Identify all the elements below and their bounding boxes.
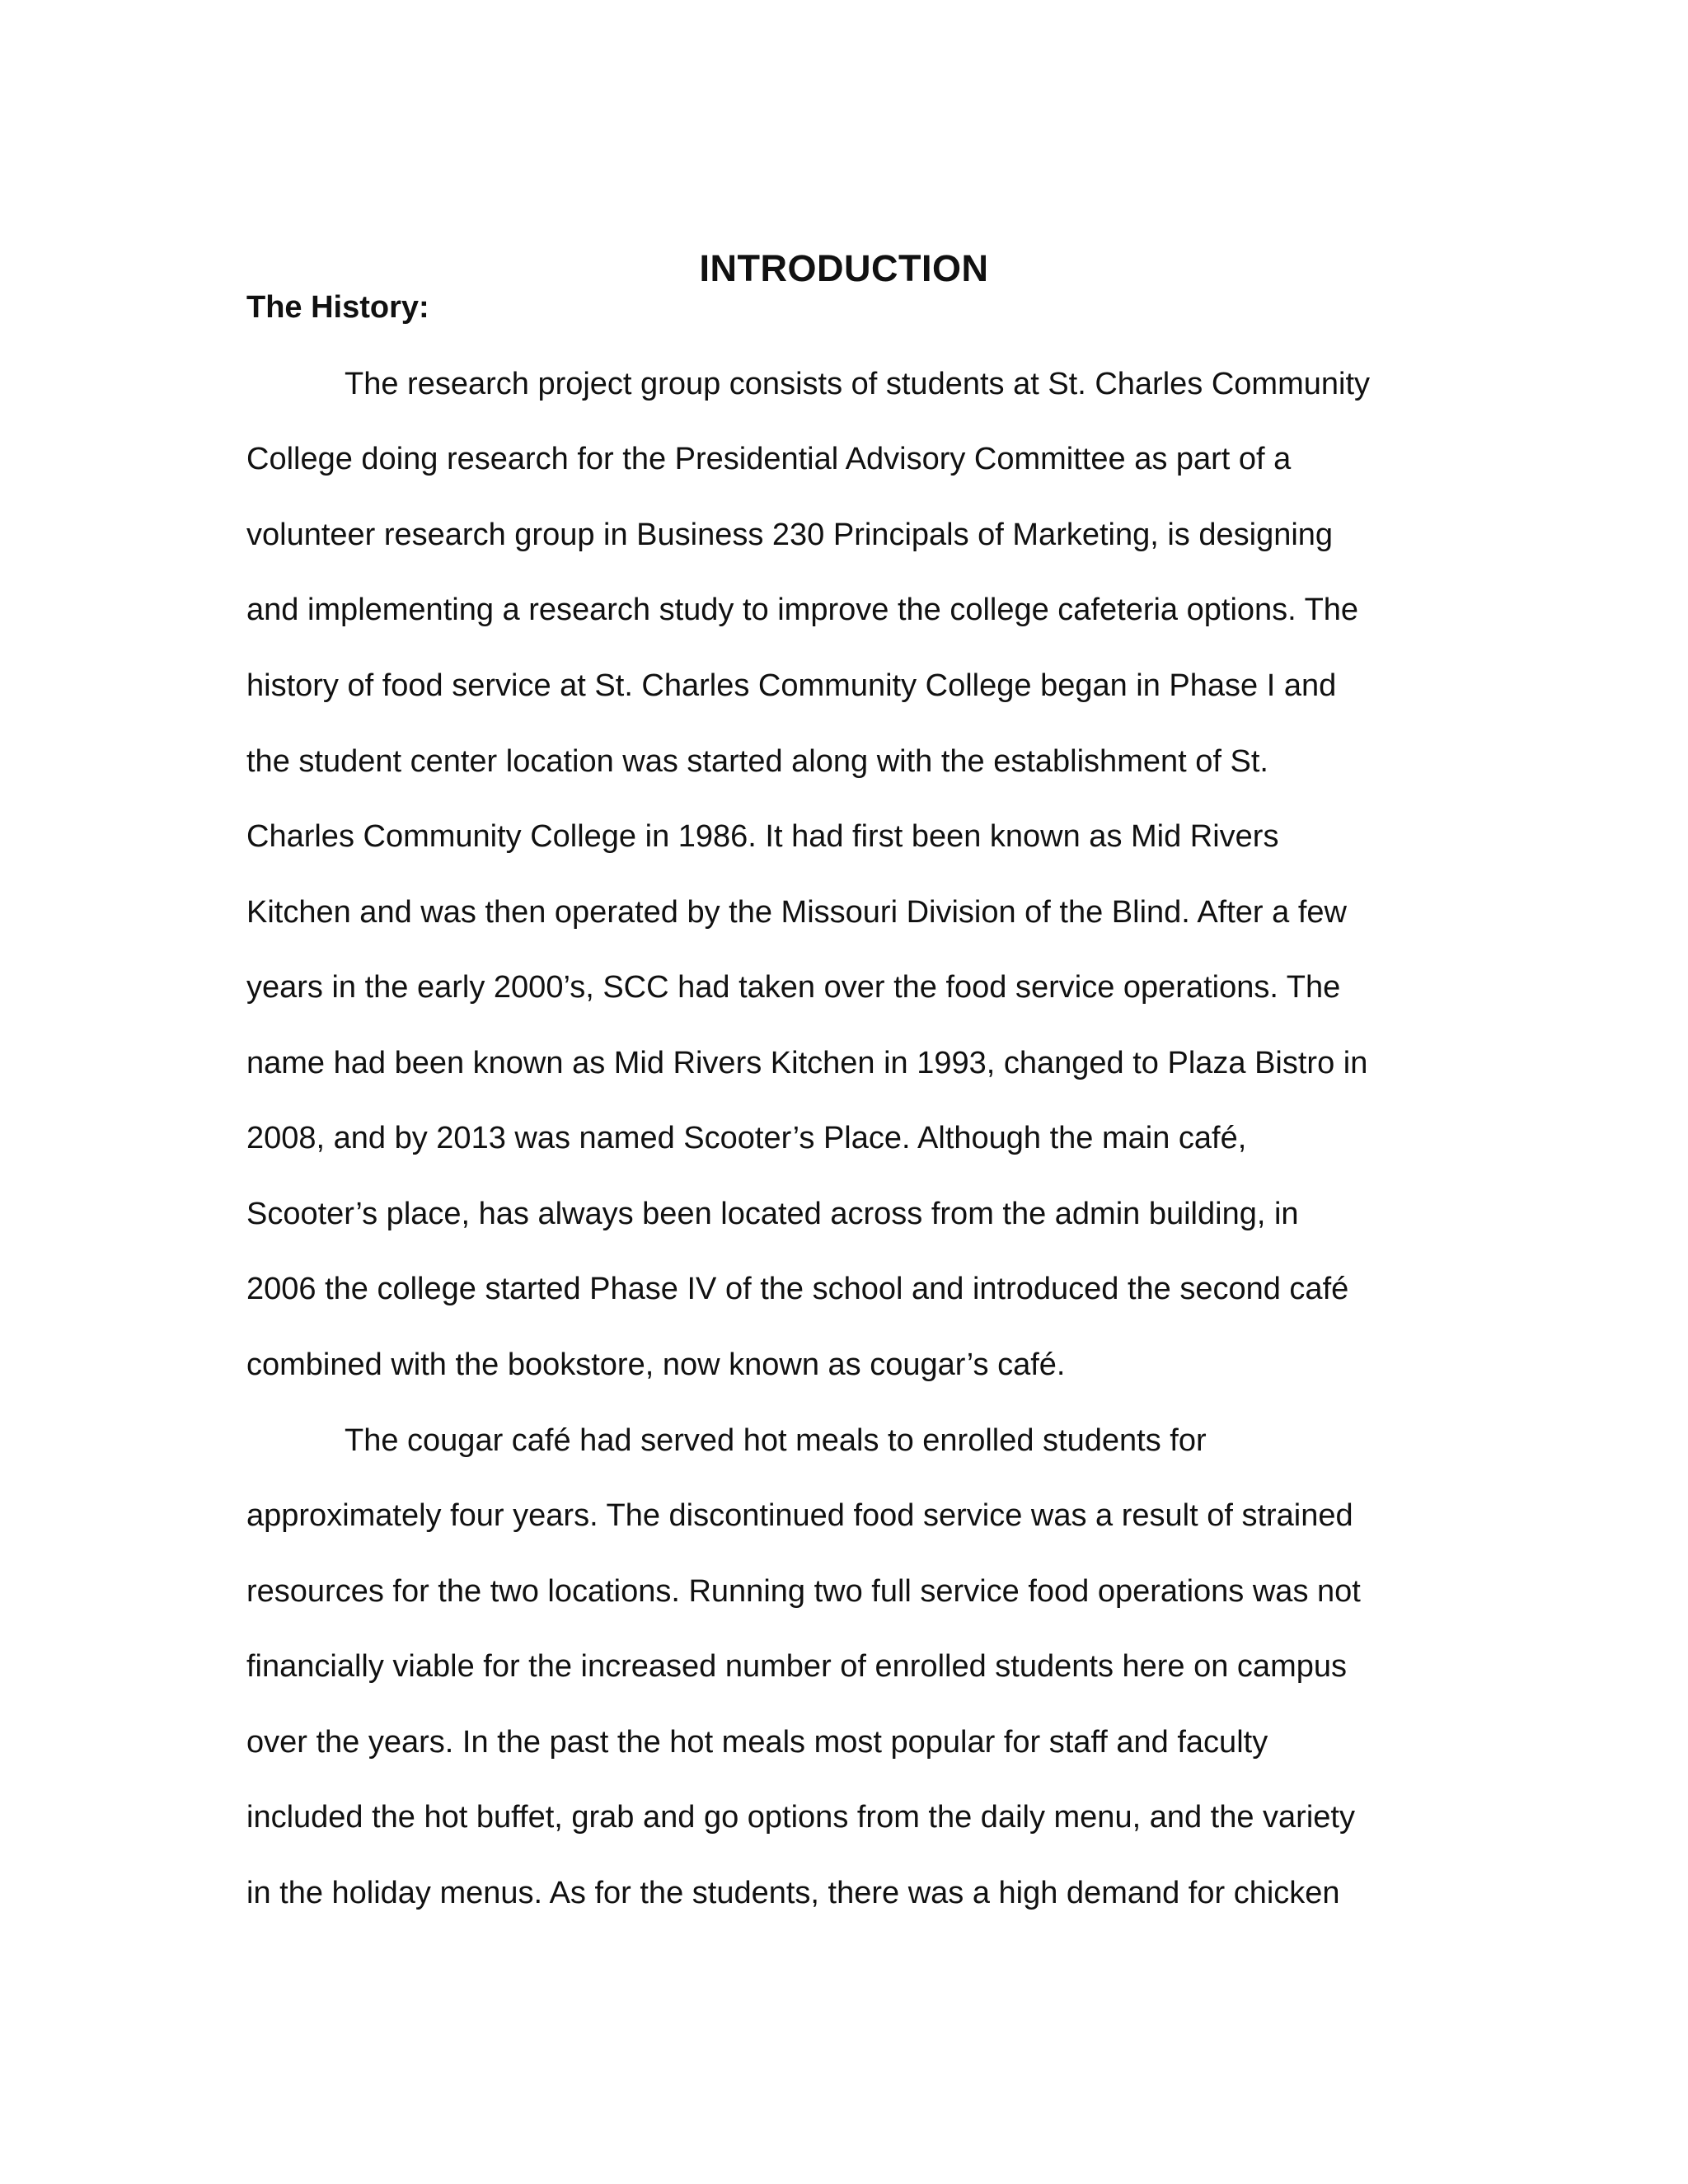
text-line: resources for the two locations. Running two full service food operations was not bbox=[246, 1574, 1361, 1609]
text-line: Charles Community College in 1986. It had first been known as Mid Rivers bbox=[246, 819, 1279, 854]
text-line: included the hot buffet, grab and go options from the daily menu, and the variety bbox=[246, 1800, 1355, 1835]
text-line: the student center location was started along with the establishment of St. bbox=[246, 744, 1268, 779]
text-line: Kitchen and was then operated by the Missouri Division of the Blind. After a few bbox=[246, 895, 1347, 930]
text-line: and implementing a research study to improve the college cafeteria options. The bbox=[246, 593, 1359, 627]
text-line: volunteer research group in Business 230 Principals of Marketing, is designing bbox=[246, 518, 1334, 552]
text-line: Scooter’s place, has always been located across from the admin building, in bbox=[246, 1197, 1299, 1231]
text-line: name had been known as Mid Rivers Kitchen in 1993, changed to Plaza Bistro in bbox=[246, 1046, 1368, 1080]
text-line: The cougar café had served hot meals to enrolled students for bbox=[345, 1423, 1207, 1458]
text-line: combined with the bookstore, now known as cougar’s café. bbox=[246, 1347, 1066, 1382]
text-line: 2008, and by 2013 was named Scooter’s Place. Although the main café, bbox=[246, 1121, 1247, 1155]
text-line: financially viable for the increased number of enrolled students here on campus bbox=[246, 1649, 1347, 1684]
text-line: The research project group consists of students at St. Charles Community bbox=[345, 367, 1370, 401]
text-line: in the holiday menus. As for the students, there was a high demand for chicken bbox=[246, 1876, 1340, 1910]
section-heading: The History: bbox=[246, 290, 429, 325]
text-line: years in the early 2000’s, SCC had taken over the food service operations. The bbox=[246, 970, 1341, 1005]
text-line: 2006 the college started Phase IV of the school and introduced the second café bbox=[246, 1272, 1349, 1306]
text-line: history of food service at St. Charles Community College began in Phase I and bbox=[246, 668, 1337, 703]
text-line: over the years. In the past the hot meals most popular for staff and faculty bbox=[246, 1725, 1268, 1760]
text-line: approximately four years. The discontinued food service was a result of strained bbox=[246, 1498, 1353, 1533]
text-line: College doing research for the Presidential Advisory Committee as part of a bbox=[246, 442, 1292, 476]
page-title: INTRODUCTION bbox=[699, 247, 989, 289]
